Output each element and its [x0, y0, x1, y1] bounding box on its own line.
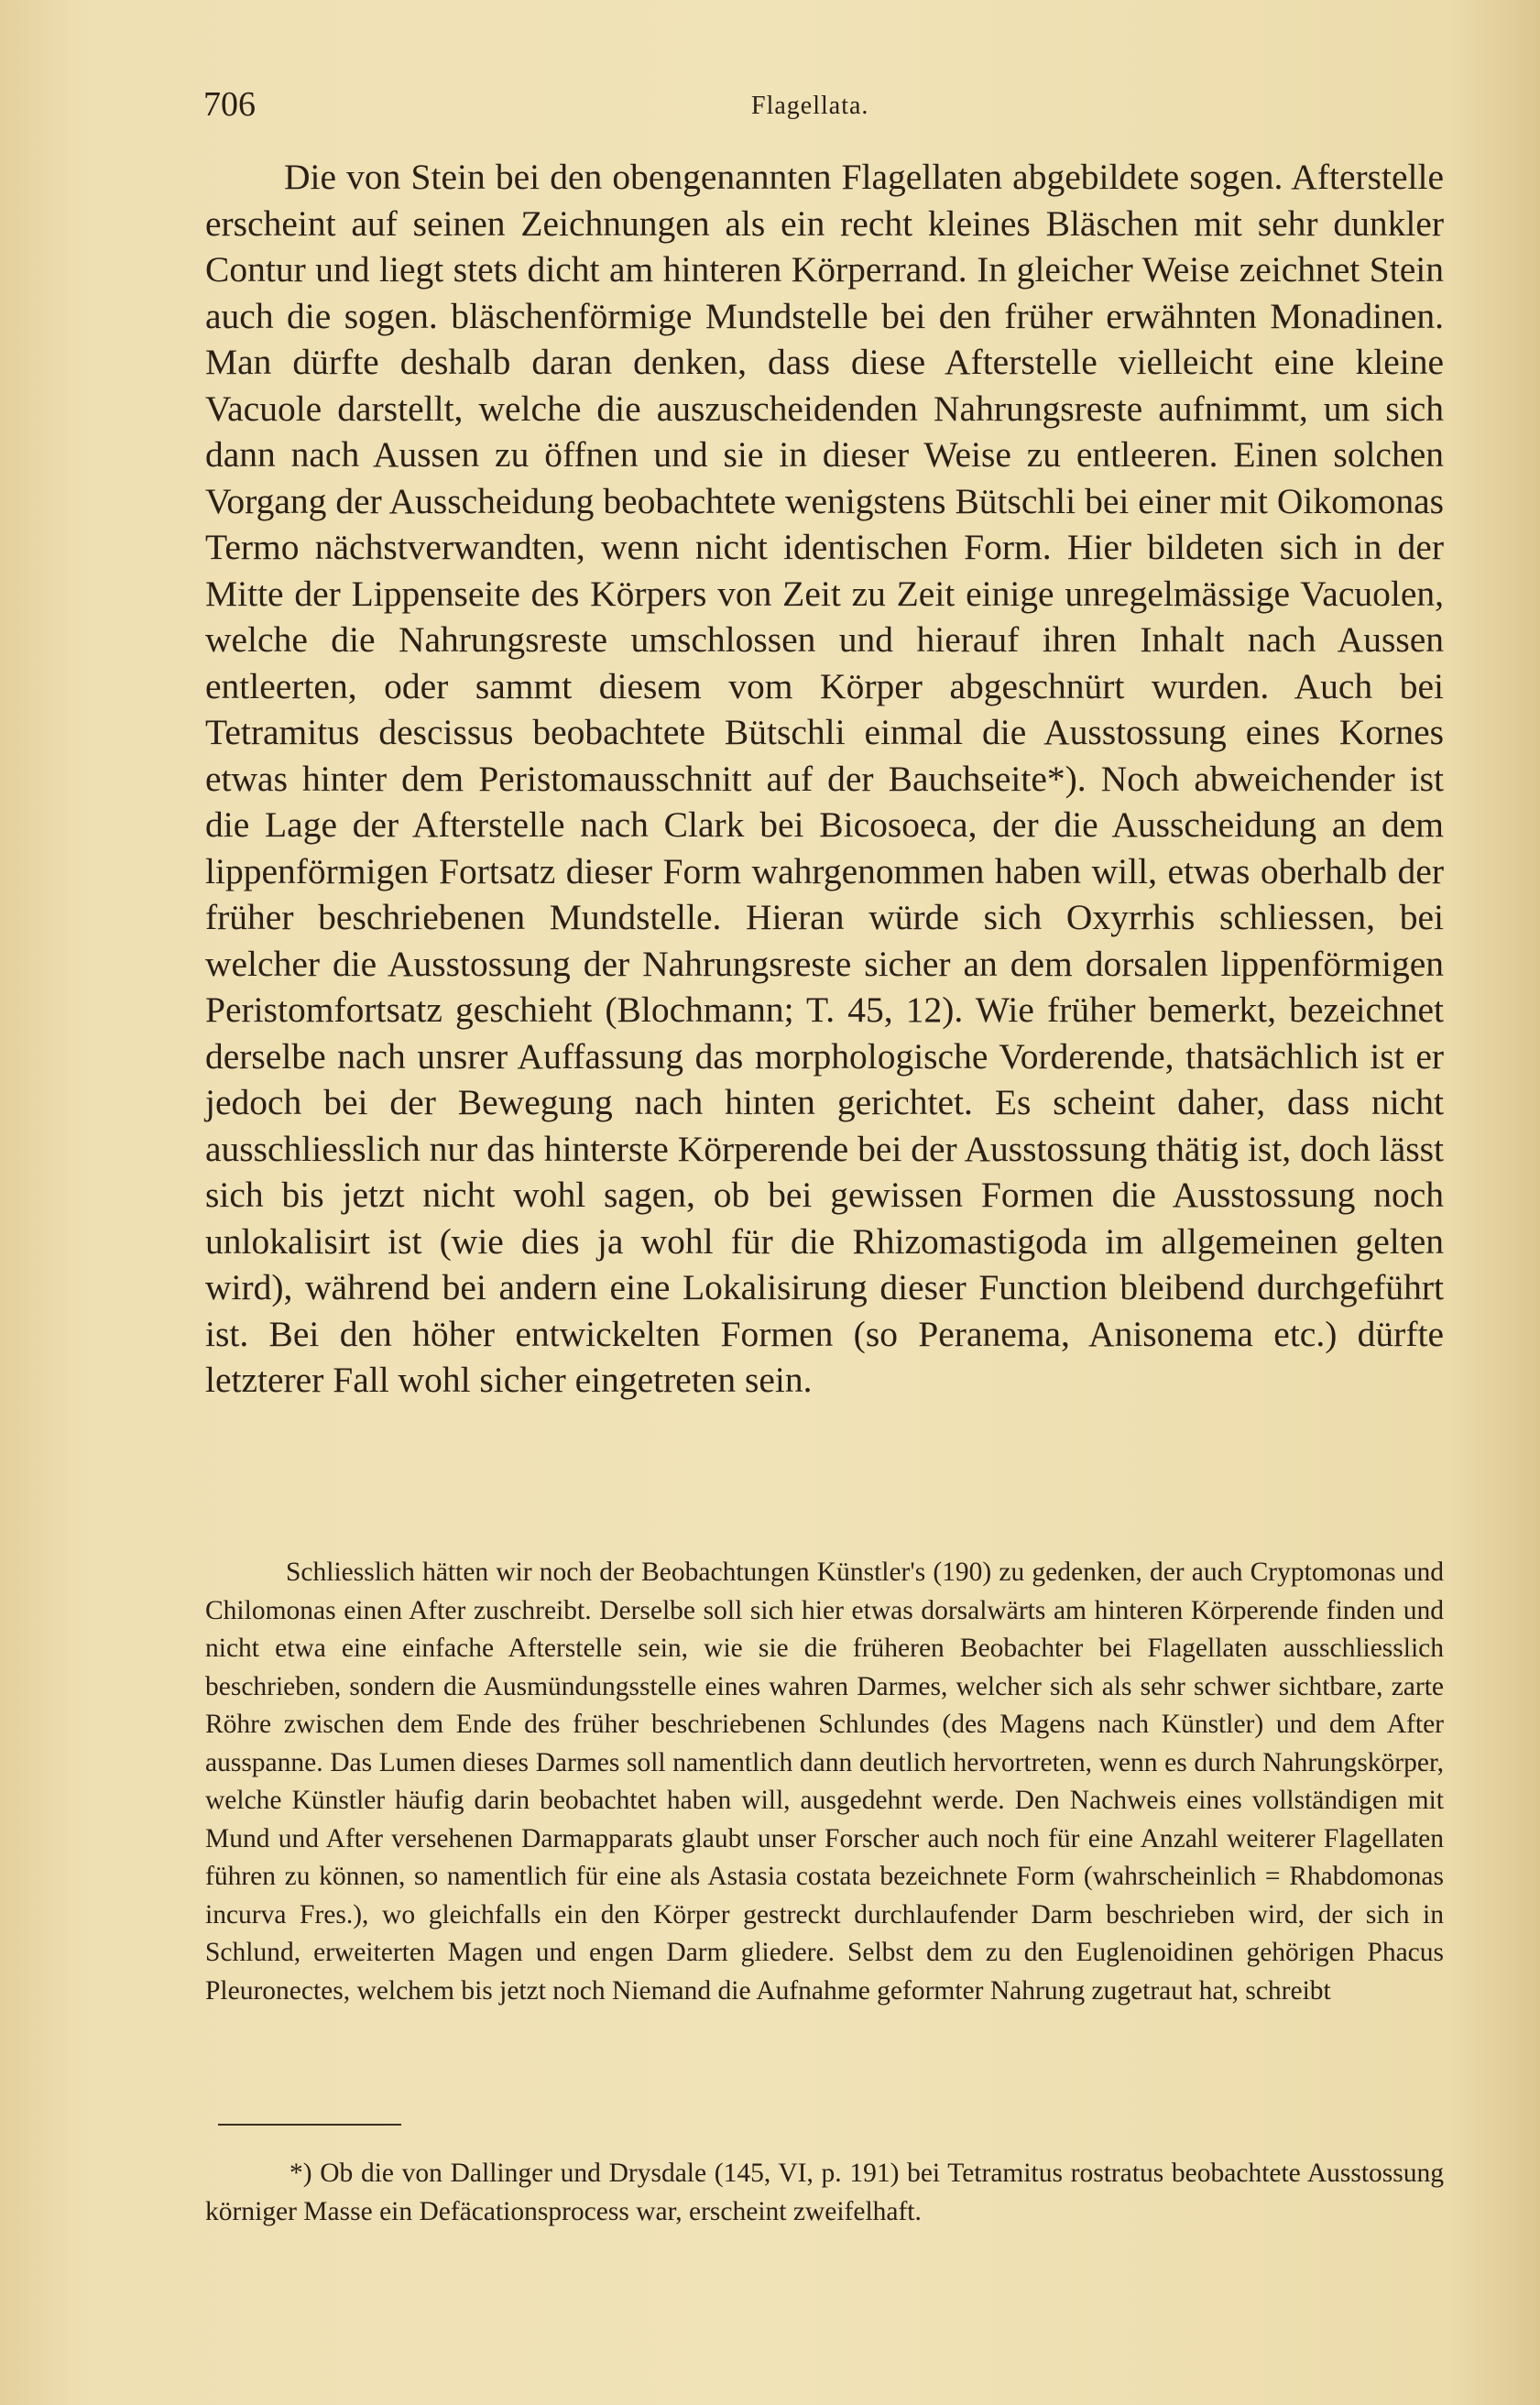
main-text-block [205, 154, 1444, 1404]
body-paragraph: Die von Stein bei den obengenannten Flagellaten abgebildete sogen. Afterstelle erscheint auf seinen Zeichnungen als ein recht kleines Bläschen mit sehr dunkler Contur und liegt stets dicht am hinteren Körperrand. In gleicher Weise zeichnet Stein auch die sogen. bläschenförmige Mundstelle bei den früher erwähnten Monadinen. Man dürfte deshalb daran denken, dass diese Afterstelle vielleicht eine kleine Vacuole darstellt, welche die auszuscheidenden Nahrungsreste aufnimmt, um sich dann nach Aussen zu öffnen und sie in dieser Weise zu entleeren. Einen solchen Vorgang der Ausscheidung beobachtete wenigstens Bütschli bei einer mit Oikomonas Termo nächstverwandten, wenn nicht identischen Form. Hier bildeten sich in der Mitte der Lippenseite des Körpers von Zeit zu Zeit einige unregelmässige Vacuolen, welche die Nahrungsreste umschlossen und hierauf ihren Inhalt nach Aussen entleerten, oder sammt diesem vom Körper abgeschnürt wurden. Auch bei Tetramitus descissus beobachtete Bütschli einmal die Ausstossung eines Kornes etwas hinter dem Peristomausschnitt auf der Bauchseite*). Noch abweichender ist die Lage der Afterstelle nach Clark bei Bicosoeca, der die Ausscheidung an dem lippenförmigen Fortsatz dieser Form wahrgenommen haben will, etwas oberhalb der früher beschriebenen Mundstelle. Hieran würde sich Oxyrrhis schliessen, bei welcher die Ausstossung der Nahrungsreste sicher an dem dorsalen lippenförmigen Peristomfortsatz geschieht (Blochmann; T. 45, 12). Wie früher bemerkt, bezeichnet derselbe nach unsrer Auffassung das morphologische Vorderende, thatsächlich ist er jedoch bei der Bewegung nach hinten gerichtet. Es scheint daher, dass nicht ausschliesslich nur das hinterste Körperende bei der Ausstossung thätig ist, doch lässt sich bis jetzt nicht wohl sagen, ob bei gewissen Formen die Ausstossung noch unlokalisirt ist (wie dies ja wohl für die Rhizomastigoda im allgemeinen gelten wird), während bei andern eine Lokalisirung dieser Function bleibend durchgeführt ist. Bei den höher entwickelten Formen (so Peranema, Anisonema etc.) dürfte letzterer Fall wohl sicher eingetreten sein. [205, 157, 1444, 1400]
page-header [203, 84, 1467, 130]
running-title: Flagellata. [751, 92, 869, 120]
page-number: 706 [203, 85, 256, 124]
footnote-text: *) Ob die von Dallinger und Drysdale (145, VI, p. 191) bei Tetramitus rostratus beobachtete Ausstossung körniger Masse ein Defäcationsprocess war, erscheint zweifelhaft. [205, 2159, 1444, 2226]
small-print-block [205, 1554, 1444, 2010]
footnote-separator [218, 2124, 401, 2126]
footnote-block [205, 2155, 1444, 2231]
small-print-paragraph: Schliesslich hätten wir noch der Beobachtungen Künstler's (190) zu gedenken, der auch Cryptomonas und Chilomonas einen After zuschreibt. Derselbe soll sich hier etwas dorsalwärts am hinteren Körperende finden und nicht etwa eine einfache Afterstelle sein, wie sie die früheren Beobachter bei Flagellaten ausschliesslich beschrieben, sondern die Ausmündungsstelle eines wahren Darmes, welcher sich als sehr schwer sichtbare, zarte Röhre zwischen dem Ende des früher beschriebenen Schlundes (des Magens nach Künstler) und dem After ausspanne. Das Lumen dieses Darmes soll namentlich dann deutlich hervortreten, wenn es durch Nahrungskörper, welche Künstler häufig darin beobachtet haben will, ausgedehnt werde. Den Nachweis eines vollständigen mit Mund und After versehenen Darmapparats glaubt unser Forscher auch noch für eine Anzahl weiterer Flagellaten führen zu können, so namentlich für eine als Astasia costata bezeichnete Form (wahrscheinlich = Rhabdomonas incurva Fres.), wo gleichfalls ein den Körper gestreckt durchlaufender Darm beschrieben wird, der sich in Schlund, erweiterten Magen und engen Darm gliedere. Selbst dem zu den Euglenoidinen gehörigen Phacus Pleuronectes, welchem bis jetzt noch Niemand die Aufnahme geformter Nahrung zugetraut hat, schreibt [205, 1558, 1444, 2006]
